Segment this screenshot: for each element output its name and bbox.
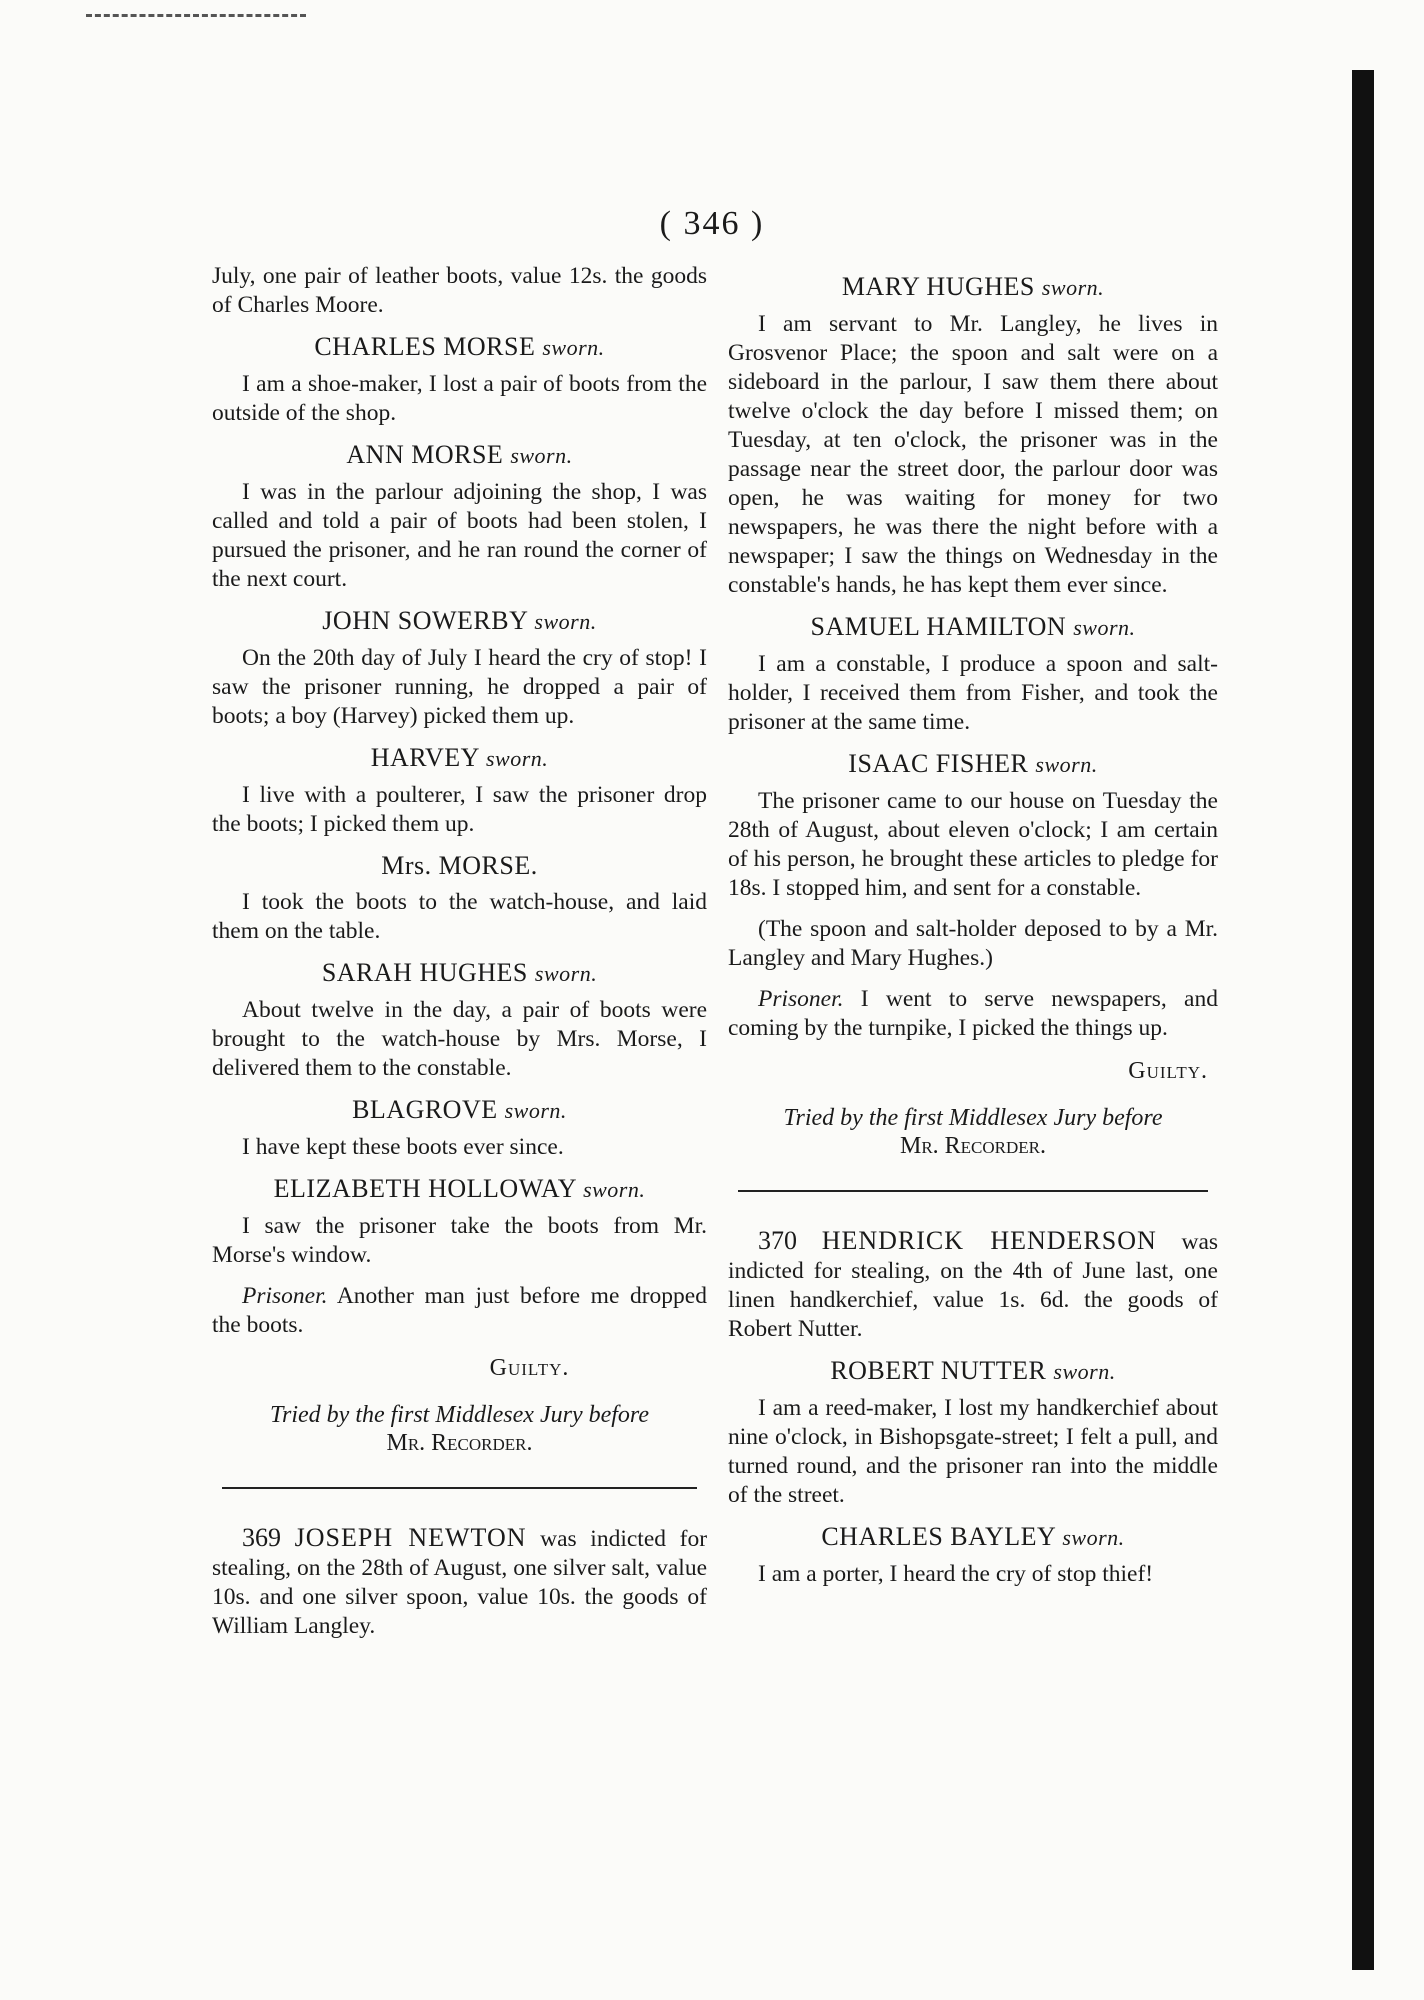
witness-name: ISAAC FISHER <box>848 749 1029 778</box>
tried-text: Tried by the first Middlesex Jury before <box>783 1105 1163 1131</box>
prisoner-label: Prisoner. <box>242 1283 328 1309</box>
sworn-label: sworn. <box>1073 615 1136 640</box>
defendant-name: JOSEPH NEWTON <box>294 1523 527 1552</box>
sworn-label: sworn. <box>486 746 549 771</box>
case-number: 369 <box>242 1523 281 1552</box>
scan-top-marks <box>86 14 306 21</box>
witness-name: ROBERT NUTTER <box>830 1356 1047 1385</box>
verdict: Guilty. <box>489 1355 570 1381</box>
indictment-text: was indicted for stealing, on the 28th of August, one silver salt, value 10s. and one silver spoon, value 10s. the goods of William Langley. <box>212 1526 708 1639</box>
witness-heading <box>212 332 707 362</box>
testimony-text: July, one pair of leather boots, value 12s. the goods of Charles Moore. <box>212 263 707 318</box>
witness-heading <box>728 1356 1218 1386</box>
recorder: Mr. Recorder. <box>899 1133 1047 1159</box>
witness-heading <box>212 1174 707 1204</box>
section-divider <box>222 1487 697 1489</box>
tried-before <box>728 1104 1218 1160</box>
verdict: Guilty. <box>1128 1058 1208 1084</box>
section-divider <box>738 1190 1208 1192</box>
indictment-text: was indicted for stealing, on the 4th of June last, one linen handkerchief, value 1s. 6d. the goods of Robert Nutter. <box>728 1229 1219 1342</box>
testimony-text: About twelve in the day, a pair of boots were brought to the watch-house by Mrs. Morse, I delivered them to the constable. <box>212 997 707 1081</box>
tried-before <box>212 1401 707 1457</box>
case-indictment <box>212 1523 707 1641</box>
sworn-label: sworn. <box>534 961 598 986</box>
tried-text: Tried by the first Middlesex Jury before <box>269 1402 650 1428</box>
testimony-text: I have kept these boots ever since. <box>242 1134 564 1160</box>
witness-name: ANN MORSE <box>346 440 504 469</box>
sworn-label: sworn. <box>504 1098 567 1123</box>
page-number: ( 346 ) <box>659 205 765 242</box>
sworn-label: sworn. <box>1041 275 1105 300</box>
binding-shadow <box>1352 70 1374 1970</box>
witness-name: MARY HUGHES <box>841 272 1035 301</box>
witness-name: JOHN SOWERBY <box>322 606 528 635</box>
sworn-label: sworn. <box>1062 1525 1125 1550</box>
witness-heading <box>212 440 707 470</box>
witness-name: BLAGROVE <box>352 1095 498 1124</box>
testimony-text: I took the boots to the watch-house, and laid them on the table. <box>212 889 707 944</box>
defendant-name: HENDRICK HENDERSON <box>821 1226 1157 1255</box>
sworn-label: sworn. <box>583 1177 646 1202</box>
testimony-text: I live with a poulterer, I saw the prisoner drop the boots; I picked them up. <box>212 782 707 837</box>
testimony-text: I am a constable, I produce a spoon and salt-holder, I received them from Fisher, and took the prisoner at the same time. <box>728 651 1218 735</box>
witness-heading <box>212 1095 707 1125</box>
recorder: Mr. Recorder. <box>386 1430 533 1456</box>
testimony-text: I am a reed-maker, I lost my handkerchief about nine o'clock, in Bishopsgate-street; I felt a pull, and turned round, and the prisoner ran into the middle of the street. <box>728 1395 1218 1508</box>
witness-heading <box>728 1522 1218 1552</box>
witness-name: SARAH HUGHES <box>321 958 528 987</box>
left-column <box>212 262 707 1653</box>
case-number: 370 <box>758 1226 797 1255</box>
sworn-label: sworn. <box>542 335 605 360</box>
testimony-text: I am a porter, I heard the cry of stop thief! <box>758 1561 1154 1587</box>
witness-heading <box>212 743 707 773</box>
case-indictment <box>728 1226 1218 1344</box>
testimony-text: I was in the parlour adjoining the shop, I was called and told a pair of boots had been stolen, I pursued the prisoner, and he ran round the corner of the next court. <box>212 479 707 592</box>
sworn-label: sworn. <box>1035 752 1098 777</box>
prisoner-label: Prisoner. <box>758 986 844 1012</box>
witness-name: HARVEY <box>370 743 479 772</box>
witness-heading <box>728 612 1218 642</box>
sworn-label: sworn. <box>534 609 597 634</box>
testimony-text: I saw the prisoner take the boots from Mr. Morse's window. <box>212 1213 707 1268</box>
witness-heading <box>728 749 1218 779</box>
witness-heading <box>212 958 707 988</box>
witness-name: ELIZABETH HOLLOWAY <box>273 1174 577 1203</box>
sworn-label: sworn. <box>510 443 573 468</box>
testimony-text: On the 20th day of July I heard the cry of stop! I saw the prisoner running, he dropped a pair of boots; a boy (Harvey) picked them up. <box>212 645 707 729</box>
witness-heading <box>212 606 707 636</box>
sworn-label: sworn. <box>1053 1359 1116 1384</box>
prisoner-statement: Prisoner. I went to serve newspapers, and coming by the turnpike, I picked the things up. <box>728 986 1218 1041</box>
witness-heading <box>212 851 707 880</box>
testimony-text: (The spoon and salt-holder deposed to by a Mr. Langley and Mary Hughes.) <box>728 916 1218 971</box>
prisoner-statement: Prisoner. Another man just before me dropped the boots. <box>212 1283 707 1338</box>
testimony-text: I am servant to Mr. Langley, he lives in Grosvenor Place; the spoon and salt were on a sideboard in the parlour, I saw them there about twelve o'clock the day before I missed them; on Tuesday, at ten o'clock, the prisoner was in the passage near the street door, the parlour door was open, he was waiting for money for two newspapers, he was there the night before with a newspaper; I saw the things on Wednesday in the constable's hands, he has kept them ever since. <box>728 311 1218 598</box>
right-column <box>728 262 1218 1601</box>
witness-name: CHARLES MORSE <box>314 332 536 361</box>
witness-name: SAMUEL HAMILTON <box>810 612 1067 641</box>
witness-name: CHARLES BAYLEY <box>821 1522 1056 1551</box>
witness-name: Mrs. MORSE. <box>381 851 538 880</box>
witness-heading <box>728 272 1218 302</box>
testimony-text: The prisoner came to our house on Tuesday the 28th of August, about eleven o'clock; I am certain of his person, he brought these articles to pledge for 18s. I stopped him, and sent for a constable. <box>728 788 1218 901</box>
testimony-text: I am a shoe-maker, I lost a pair of boots from the outside of the shop. <box>212 371 707 426</box>
